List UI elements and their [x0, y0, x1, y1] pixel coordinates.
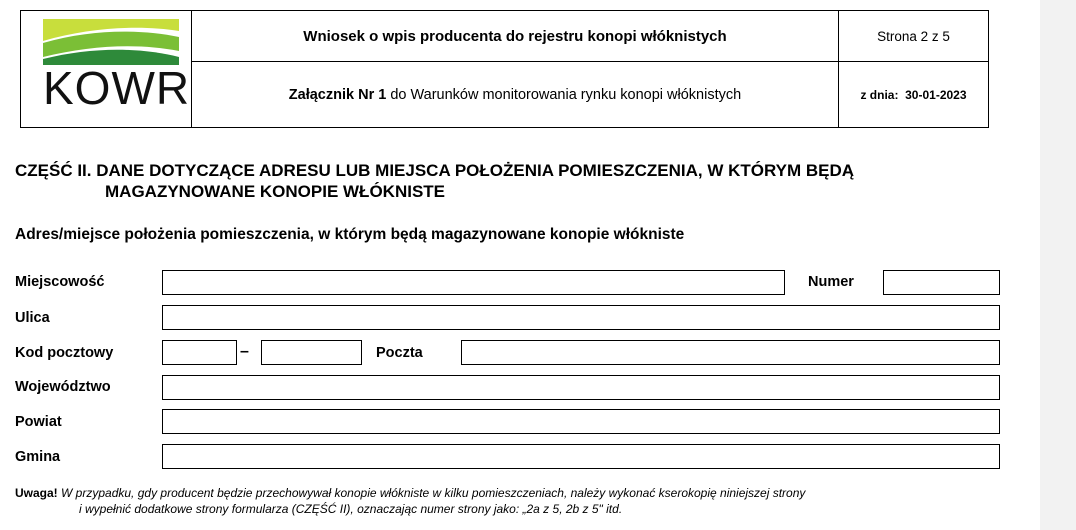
label-powiat: Powiat: [15, 414, 62, 430]
note-line2: i wypełnić dodatkowe strony formularza (CZĘŚĆ II), oznaczając numer strony jako: „2a z 5, 2b z 5" itd.: [79, 502, 623, 516]
wojewodztwo-field[interactable]: [162, 375, 1000, 400]
gmina-field[interactable]: [162, 444, 1000, 469]
poczta-field[interactable]: [461, 340, 1000, 365]
attachment-description: do Warunków monitorowania rynku konopi włóknistych: [386, 86, 742, 103]
section-title-line2: MAGAZYNOWANE KONOPIE WŁÓKNISTE: [105, 182, 445, 201]
postal-code-part1-field[interactable]: [162, 340, 237, 365]
date-text: z dnia: 30-01-2023: [860, 87, 967, 102]
postal-code-part2-field[interactable]: [261, 340, 362, 365]
page-number: Strona 2 z 5: [838, 10, 989, 62]
label-ulica: Ulica: [15, 310, 50, 326]
note-label: Uwaga!: [15, 486, 58, 500]
page-margin: [1040, 0, 1076, 530]
address-subheading: Adres/miejsce położenia pomieszczenia, w którym będą magazynowane konopie włókniste: [15, 226, 685, 243]
note: [15, 485, 1005, 517]
powiat-field[interactable]: [162, 409, 1000, 434]
logo-text: KOWR: [43, 62, 191, 114]
label-gmina: Gmina: [15, 449, 61, 465]
label-numer: Numer: [808, 274, 854, 290]
label-kod-pocztowy: Kod pocztowy: [15, 345, 114, 361]
logo-cell: [20, 10, 192, 128]
label-wojewodztwo: Województwo: [15, 379, 111, 395]
attachment-subtitle: [191, 61, 839, 128]
numer-field[interactable]: [883, 270, 1000, 295]
form-title: Wniosek o wpis producenta do rejestru konopi włóknistych: [191, 10, 839, 62]
label-poczta: Poczta: [376, 345, 423, 361]
ulica-field[interactable]: [162, 305, 1000, 330]
attachment-number: Załącznik Nr 1: [288, 86, 387, 103]
label-miejscowosc: Miejscowość: [15, 274, 105, 290]
section-title-line1: CZĘŚĆ II. DANE DOTYCZĄCE ADRESU LUB MIEJSCA POŁOŻENIA POMIESZCZENIA, W KTÓRYM BĘDĄ: [15, 161, 855, 180]
document-date: [838, 61, 989, 128]
miejscowosc-field[interactable]: [162, 270, 785, 295]
note-line1: W przypadku, gdy producent będzie przechowywał konopie włókniste w kilku pomieszczeniach, należy wykonać kserokopię niniejszej strony: [57, 486, 806, 500]
postal-code-dash: –: [240, 343, 249, 360]
section-title: [15, 160, 854, 202]
